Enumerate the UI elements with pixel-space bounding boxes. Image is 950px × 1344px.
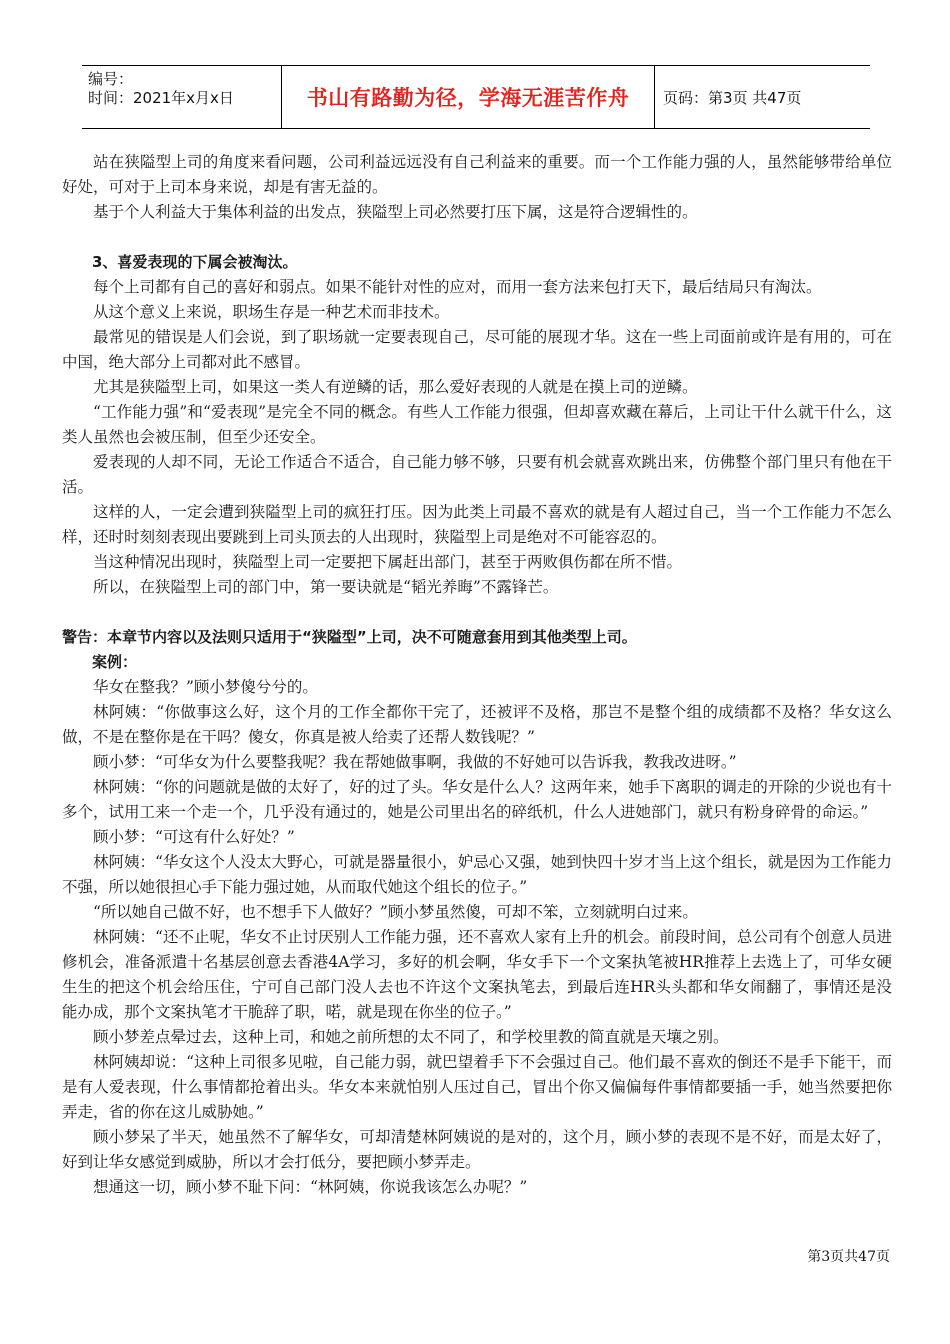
paragraph: 当这种情况出现时，狭隘型上司一定要把下属赶出部门，甚至于两败俱伤都在所不惜。	[93, 553, 683, 571]
document-date-label: 时间：2021年x月x日	[88, 89, 234, 107]
paragraph: 这样的人，一定会遭到狭隘型上司的疯狂打压。因为此类上司最不喜欢的就是有人超过自己，当一个工作能力不怎么样，还时时刻刻表现出要跳到上司头顶去的人出现时，狭隘型上司是绝对不可能容忍的。	[62, 503, 892, 546]
dialogue-line: 林阿姨却说：“这种上司很多见啦，自己能力弱，就巴望着手下不会强过自己。他们最不喜欢的倒还不是手下能干，而是有人爱表现，什么事情都抢着出头。华女本来就怕别人压过自己，冒出个你又偏偏每件事情都要插一手，她当然要把你弄走，省的你在这儿威胁她。”	[62, 1053, 892, 1121]
dialogue-line: 林阿姨：“还不止呢，华女不止讨厌别人工作能力强，还不喜欢人家有上升的机会。前段时间，总公司有个创意人员进修机会，准备派遣十名基层创意去香港4A学习，多好的机会啊，华女手下一个文案执笔被HR推荐上去选上了，可华女硬生生的把这个机会给压住，宁可自己部门没人去也不许这个文案执笔去，到最后连HR头头都和华女闹翻了，事情还是没能办成，那个文案执笔才干脆辞了职，喏，就是现在你坐的位子。”	[62, 928, 892, 1021]
dialogue-line: 林阿姨：“华女这个人没太大野心，可就是器量很小，妒忌心又强，她到快四十岁才当上这个组长，就是因为工作能力不强，所以她很担心手下能力强过她，从而取代她这个组长的位子。”	[62, 853, 892, 896]
header-page-label: 页码：第3页 共47页	[663, 88, 802, 107]
warning-note: 警告：本章节内容以及法则只适用于“狭隘型”上司，决不可随意套用到其他类型上司。	[62, 628, 637, 646]
header-motto: 书山有路勤为径，学海无涯苦作舟	[282, 66, 655, 128]
dialogue-line: 顾小梦：“可这有什么好处？”	[93, 828, 295, 846]
page-footer-number: 第3页共47页	[807, 1249, 890, 1265]
dialogue-line: 顾小梦：“可华女为什么要整我呢？我在帮她做事啊，我做的不好她可以告诉我，教我改进呀。”	[93, 753, 737, 771]
dialogue-line: 想通这一切，顾小梦不耻下问：“林阿姨，你说我该怎么办呢？”	[93, 1178, 528, 1196]
dialogue-line: 顾小梦呆了半天，她虽然不了解华女，可却清楚林阿姨说的是对的，这个月，顾小梦的表现不是不好，而是太好了，好到让华女感觉到威胁，所以才会打低分，要把顾小梦弄走。	[62, 1128, 892, 1171]
paragraph: 最常见的错误是人们会说，到了职场就一定要表现自己，尽可能的展现才华。这在一些上司面前或许是有用的，可在中国，绝大部分上司都对此不感冒。	[62, 328, 892, 371]
paragraph: “工作能力强”和“爱表现”是完全不同的概念。有些人工作能力很强，但却喜欢藏在幕后，上司让干什么就干什么，这类人虽然也会被压制，但至少还安全。	[62, 403, 892, 446]
paragraph: 所以，在狭隘型上司的部门中，第一要诀就是“韬光养晦”不露锋芒。	[93, 578, 559, 596]
dialogue-line: “所以她自己做不好，也不想手下人做好？”顾小梦虽然傻，可却不笨，立刻就明白过来。	[93, 903, 698, 921]
document-number-label: 编号：	[88, 70, 134, 88]
paragraph: 基于个人利益大于集体利益的出发点，狭隘型上司必然要打压下属，这是符合逻辑性的。	[93, 203, 698, 221]
dialogue-line: 华女在整我？”顾小梦傻兮兮的。	[93, 678, 318, 696]
paragraph: 从这个意义上来说，职场生存是一种艺术而非技术。	[93, 303, 450, 321]
section-heading: 3、喜爱表现的下属会被淘汰。	[92, 253, 298, 271]
dialogue-line: 林阿姨：“你的问题就是做的太好了，好的过了头。华女是什么人？这两年来，她手下离职的调走的开除的少说也有十多个，试用工来一个走一个，几乎没有通过的，她是公司里出名的碎纸机，什么人进她部门，就只有粉身碎骨的命运。”	[62, 778, 892, 821]
dialogue-line: 顾小梦差点晕过去，这种上司，和她之前所想的太不同了，和学校里教的简直就是天壤之别。	[93, 1028, 729, 1046]
spacer	[62, 225, 892, 250]
spacer	[62, 600, 892, 625]
case-heading: 案例：	[92, 653, 138, 671]
header-meta	[82, 66, 282, 128]
page-header	[82, 65, 870, 129]
paragraph: 爱表现的人却不同，无论工作适合不适合，自己能力够不够，只要有机会就喜欢跳出来，仿佛整个部门里只有他在干活。	[62, 453, 892, 496]
paragraph: 每个上司都有自己的喜好和弱点。如果不能针对性的应对，而用一套方法来包打天下，最后结局只有淘汰。	[93, 278, 822, 296]
paragraph: 站在狭隘型上司的角度来看问题，公司利益远远没有自己利益来的重要。而一个工作能力强的人，虽然能够带给单位好处，可对于上司本身来说，却是有害无益的。	[62, 153, 892, 196]
dialogue-line: 林阿姨：“你做事这么好，这个月的工作全都你干完了，还被评不及格，那岂不是整个组的成绩都不及格？华女这么做，不是在整你是在干吗？傻女，你真是被人给卖了还帮人数钱呢？”	[62, 703, 892, 746]
paragraph: 尤其是狭隘型上司，如果这一类人有逆鳞的话，那么爱好表现的人就是在摸上司的逆鳞。	[93, 378, 698, 396]
document-body	[62, 150, 892, 1200]
